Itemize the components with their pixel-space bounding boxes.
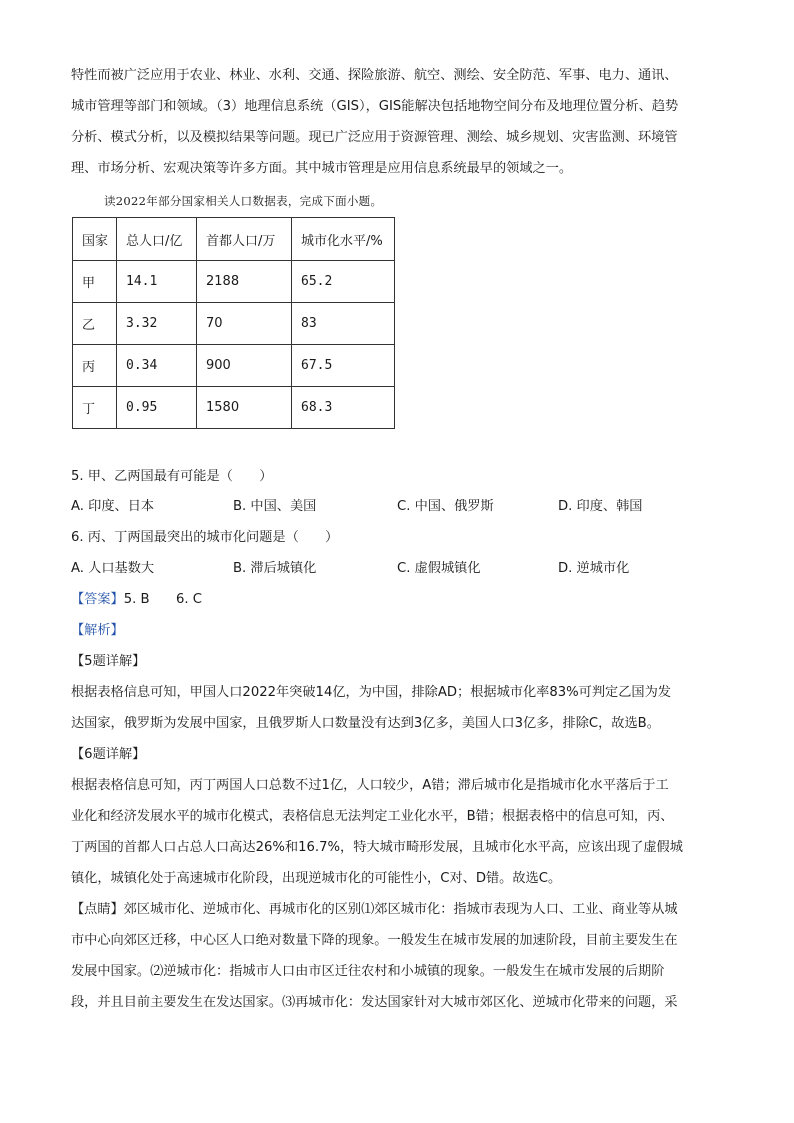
cell-urbanization: 65.2 — [292, 261, 395, 303]
tip-line: 段，并且目前主要发生在发达国家。⑶再城市化：发达国家针对大城市郊区化、逆城市化带来的问题，采 — [71, 995, 678, 1010]
table-intro: 读2022年部分国家相关人口数据表，完成下面小题。 — [104, 194, 383, 208]
answer-line — [71, 590, 202, 610]
header-total-pop: 总人口/亿 — [117, 218, 197, 261]
q6-option-d: D. 逆城市化 — [558, 561, 630, 576]
table-row — [73, 387, 395, 429]
paragraph-line: 城市管理等部门和领域。（3）地理信息系统（GIS），GIS能解决包括地物空间分布及地理位置分析、趋势 — [71, 99, 679, 114]
q6-option-c: C. 虚假城镇化 — [397, 561, 481, 576]
answer-text: 5. B 6. C — [123, 592, 202, 607]
answer-label: 【答案】 — [71, 592, 124, 607]
tip-line — [71, 900, 678, 920]
q5-detail-line: 根据表格信息可知，甲国人口2022年突破14亿，为中国，排除AD；根据城市化率83%可判定乙国为发 — [71, 685, 671, 700]
tip-text: 郊区城市化、逆城市化、再城市化的区别⑴郊区城市化：指城市表现为人口、工业、商业等从城 — [123, 902, 678, 917]
population-table — [72, 217, 395, 429]
header-capital-pop: 首都人口/万 — [197, 218, 292, 261]
cell-urbanization: 68.3 — [292, 387, 395, 429]
paragraph-line: 特性而被广泛应用于农业、林业、水利、交通、探险旅游、航空、测绘、安全防范、军事、电力、通讯、 — [71, 68, 678, 83]
cell-total-pop: 0.34 — [117, 345, 197, 387]
tip-line: 市中心向郊区迁移，中心区人口绝对数量下降的现象。一般发生在城市发展的加速阶段，目前主要发生在 — [71, 933, 678, 948]
cell-country: 丁 — [73, 387, 117, 429]
q5-option-a: A. 印度、日本 — [71, 499, 155, 514]
q6-detail-label: 【6题详解】 — [71, 747, 146, 762]
table-row — [73, 303, 395, 345]
cell-total-pop: 14.1 — [117, 261, 197, 303]
q5-option-d: D. 印度、韩国 — [558, 499, 643, 514]
q5-detail-line: 达国家，俄罗斯为发展中国家，且俄罗斯人口数量没有达到3亿多，美国人口3亿多，排除C，故选B。 — [71, 716, 660, 731]
cell-capital-pop: 900 — [197, 345, 292, 387]
cell-total-pop: 3.32 — [117, 303, 197, 345]
table-row — [73, 345, 395, 387]
cell-country: 甲 — [73, 261, 117, 303]
question-5-stem: 5. 甲、乙两国最有可能是（ ） — [71, 469, 273, 484]
header-urbanization: 城市化水平/% — [292, 218, 395, 261]
cell-country: 丙 — [73, 345, 117, 387]
cell-capital-pop: 2188 — [197, 261, 292, 303]
q6-option-a: A. 人口基数大 — [71, 561, 155, 576]
q5-option-b: B. 中国、美国 — [233, 499, 317, 514]
q6-detail-line: 丁两国的首都人口占总人口高达26%和16.7%，特大城市畸形发展，且城市化水平高，应该出现了虚假城 — [71, 840, 683, 855]
cell-capital-pop: 70 — [197, 303, 292, 345]
q5-option-c: C. 中国、俄罗斯 — [397, 499, 494, 514]
q6-option-b: B. 滞后城镇化 — [233, 561, 317, 576]
q5-detail-label: 【5题详解】 — [71, 654, 146, 669]
cell-urbanization: 67.5 — [292, 345, 395, 387]
q6-detail-line: 镇化，城镇化处于高速城市化阶段，出现逆城市化的可能性小，C对、D错。故选C。 — [71, 871, 562, 886]
paragraph-line: 理、市场分析、宏观决策等许多方面。其中城市管理是应用信息系统最早的领域之一。 — [71, 161, 573, 176]
cell-country: 乙 — [73, 303, 117, 345]
question-6-stem: 6. 丙、丁两国最突出的城市化问题是（ ） — [71, 530, 339, 545]
q6-detail-line: 根据表格信息可知，丙丁两国人口总数不过1亿，人口较少，A错；滞后城市化是指城市化水平落后于工 — [71, 778, 669, 793]
paragraph-line: 分析、模式分析，以及模拟结果等问题。现已广泛应用于资源管理、测绘、城乡规划、灾害监测、环境管 — [71, 130, 678, 145]
cell-urbanization: 83 — [292, 303, 395, 345]
analysis-label: 【解析】 — [71, 623, 124, 638]
cell-capital-pop: 1580 — [197, 387, 292, 429]
tip-label: 【点睛】 — [71, 902, 124, 917]
tip-line: 发展中国家。⑵逆城市化：指城市人口由市区迁往农村和小城镇的现象。一般发生在城市发展的后期阶 — [71, 964, 665, 979]
table-row — [73, 261, 395, 303]
cell-total-pop: 0.95 — [117, 387, 197, 429]
table-header-row — [73, 218, 395, 261]
header-country: 国家 — [73, 218, 117, 261]
q6-detail-line: 业化和经济发展水平的城市化模式，表格信息无法判定工业化水平，B错；根据表格中的信息可知，丙、 — [71, 809, 674, 824]
